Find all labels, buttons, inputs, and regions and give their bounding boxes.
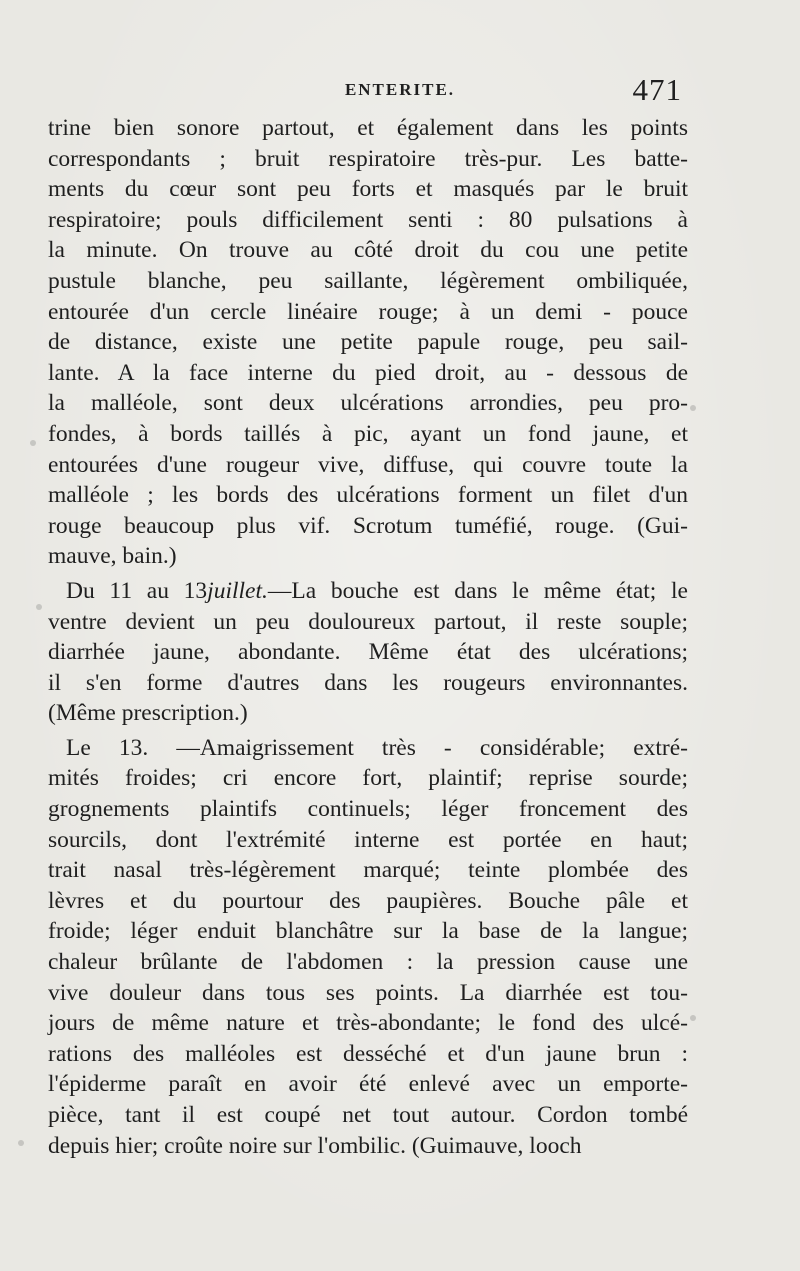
text-fragment: —La bouche est dans le même état; le — [267, 577, 688, 604]
text-line: il s'en forme d'autres dans les rougeurs environnantes. — [48, 669, 688, 696]
text-line: pièce, tant il est coupé net tout autour. Cordon tombé — [48, 1102, 688, 1128]
paragraph-2 — [48, 576, 688, 729]
paper-speck — [30, 440, 36, 446]
text-line: entourée d'un cercle linéaire rouge; à un demi - pouce — [48, 298, 688, 325]
text-line: mauve, bain.) — [48, 543, 177, 570]
text-line: fondes, à bords taillés à pic, ayant un fond jaune, et — [48, 420, 688, 447]
text-line: l'épiderme paraît en avoir été enlevé avec un emporte- — [48, 1071, 688, 1098]
page-number: 471 — [632, 72, 682, 107]
date-prefix: Du 11 au 13 — [66, 577, 208, 604]
text-line: vive douleur dans tous ses points. La diarrhée est tou- — [48, 979, 688, 1006]
text-line: trine bien sonore partout, et également dans les points — [48, 115, 688, 141]
text-line: trait nasal très-légèrement marqué; teinte plombée des — [48, 857, 688, 884]
date-month: juillet. — [207, 577, 268, 604]
text-line: la malléole, sont deux ulcérations arrondies, peu pro- — [48, 390, 688, 417]
text-line: correspondants ; bruit respiratoire très-pur. Les batte- — [48, 145, 688, 172]
text-line: sourcils, dont l'extrémité interne est portée en haut; — [48, 826, 688, 853]
paragraph-1 — [48, 113, 688, 572]
running-title: ENTERITE. — [344, 80, 456, 99]
text-line: mités froides; cri encore fort, plaintif; reprise sourde; — [48, 765, 688, 792]
paper-speck — [36, 604, 42, 610]
page-header — [0, 72, 800, 116]
text-line: froide; léger enduit blanchâtre sur la base de la langue; — [48, 918, 688, 945]
text-line: depuis hier; croûte noire sur l'ombilic. (Guimauve, looch — [48, 1132, 582, 1159]
text-line: respiratoire; pouls difficilement senti : 80 pulsations à — [48, 206, 688, 233]
paragraph-3 — [48, 733, 688, 1161]
text-line: malléole ; les bords des ulcérations forment un filet d'un — [48, 482, 688, 509]
text-line: de distance, existe une petite papule rouge, peu sail- — [48, 329, 688, 356]
text-line: ventre devient un peu douloureux partout, il reste souple; — [48, 608, 688, 635]
text-line: (Même prescription.) — [48, 700, 248, 727]
text-line: Le 13. —Amaigrissement très - considérable; extré- — [66, 734, 688, 761]
text-line: rouge beaucoup plus vif. Scrotum tuméfié, rouge. (Gui- — [48, 512, 688, 539]
text-line — [48, 576, 688, 607]
text-line: grognements plaintifs continuels; léger froncement des — [48, 796, 688, 823]
text-line: diarrhée jaune, abondante. Même état des ulcérations; — [48, 639, 688, 666]
paper-speck — [690, 1015, 696, 1021]
text-line: rations des malléoles est desséché et d'un jaune brun : — [48, 1040, 688, 1067]
paper-speck — [690, 405, 696, 411]
text-line: la minute. On trouve au côté droit du cou une petite — [48, 237, 688, 264]
text-line: entourées d'une rougeur vive, diffuse, qui couvre toute la — [48, 451, 688, 478]
text-line: ments du cœur sont peu forts et masqués par le bruit — [48, 176, 688, 203]
text-line: lante. A la face interne du pied droit, au - dessous de — [48, 359, 688, 386]
text-line: pustule blanche, peu saillante, légèrement ombiliquée, — [48, 267, 688, 294]
text-line: jours de même nature et très-abondante; le fond des ulcé- — [48, 1010, 688, 1037]
text-line: lèvres et du pourtour des paupières. Bouche pâle et — [48, 887, 688, 914]
text-line: chaleur brûlante de l'abdomen : la pression cause une — [48, 949, 688, 976]
paper-speck — [18, 1140, 24, 1146]
body-text — [48, 113, 688, 1161]
